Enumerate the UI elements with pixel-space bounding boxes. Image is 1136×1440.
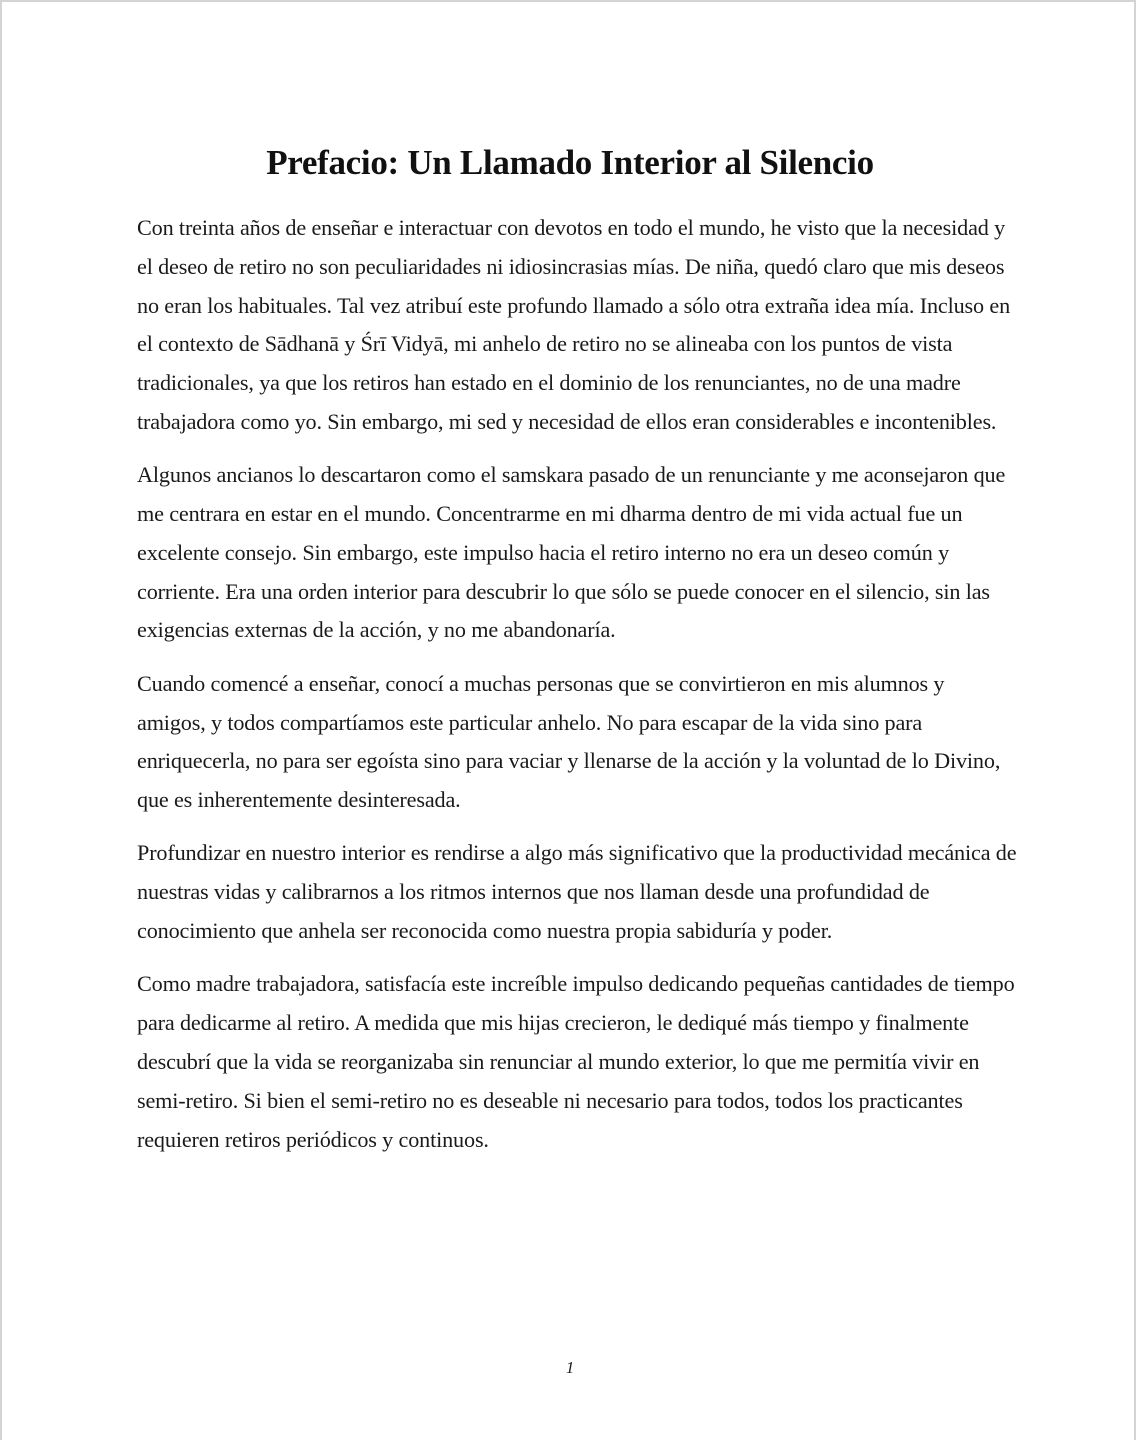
body-text <box>137 209 1017 1174</box>
paragraph-5: Como madre trabajadora, satisfacía este increíble impulso dedicando pequeñas cantidades de tiempo para dedicarme al retiro. A medida que mis hijas crecieron, le dediqué más tiempo y finalmente descubrí que la vida se reorganizaba sin renunciar al mundo exterior, lo que me permitía vivir en semi-retiro. Si bien el semi-retiro no es deseable ni necesario para todos, todos los practicantes requieren retiros periódicos y continuos. <box>137 971 1015 1152</box>
paragraph-2: Algunos ancianos lo descartaron como el samskara pasado de un renunciante y me aconsejaron que me centrara en estar en el mundo. Concentrarme en mi dharma dentro de mi vida actual fue un excelente consejo. Sin embargo, este impulso hacia el retiro interno no era un deseo común y corriente. Era una orden interior para descubrir lo que sólo se puede conocer en el silencio, sin las exigencias externas de la acción, y no me abandonaría. <box>137 462 1006 643</box>
page-title: Prefacio: Un Llamado Interior al Silencio <box>266 143 874 182</box>
page-number: 1 <box>565 1358 575 1377</box>
paragraph-4: Profundizar en nuestro interior es rendirse a algo más significativo que la productividad mecánica de nuestras vidas y calibrarnos a los ritmos internos que nos llaman desde una profundidad de conocimiento que anhela ser reconocida como nuestra propia sabiduría y poder. <box>137 840 1017 944</box>
paragraph-1: Con treinta años de enseñar e interactuar con devotos en todo el mundo, he visto que la necesidad y el deseo de retiro no son peculiaridades ni idiosincrasias mías. De niña, quedó claro que mis deseos no eran los habituales. Tal vez atribuí este profundo llamado a sólo otra extraña idea mía. Incluso en el contexto de Sādhanā y Śrī Vidyā, mi anhelo de retiro no se alineaba con los puntos de vista tradicionales, ya que los retiros han estado en el dominio de los renunciantes, no de una madre trabajadora como yo. Sin embargo, mi sed y necesidad de ellos eran considerables e incontenibles. <box>137 215 1011 434</box>
paragraph-3: Cuando comencé a enseñar, conocí a muchas personas que se convirtieron en mis alumnos y amigos, y todos compartíamos este particular anhelo. No para escapar de la vida sino para enriquecerla, no para ser egoísta sino para vaciar y llenarse de la acción y la voluntad de lo Divino, que es inherentemente desinteresada. <box>137 670 1001 813</box>
